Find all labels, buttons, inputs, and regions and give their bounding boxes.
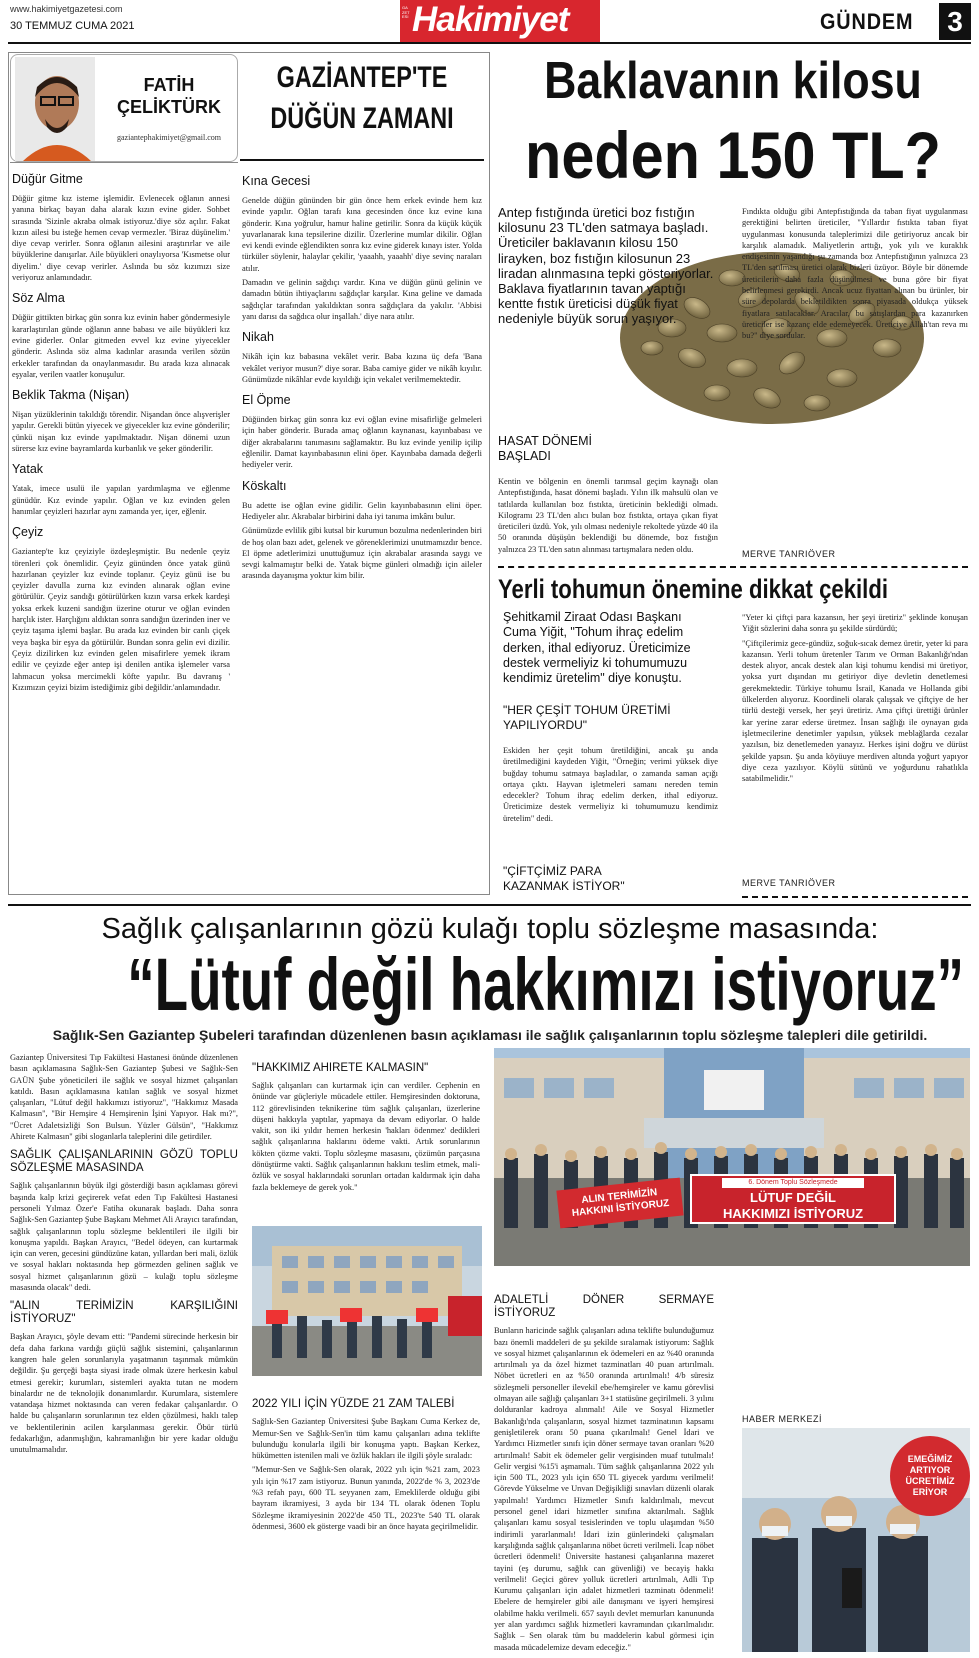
author-last-name: ÇELİKTÜRK xyxy=(117,97,221,117)
baklava-headline-line1: Baklavanın kilosu xyxy=(544,52,922,110)
page-number: 3 xyxy=(939,3,971,40)
baklava-headline-line2: neden 150 TL? xyxy=(525,118,941,192)
protest-photo-drawing xyxy=(494,1048,970,1266)
saglik-subheadline: Sağlık-Sen Gaziantep Şubeleri tarafından düzenlenen basın açıklaması ile sağlık çalışanlarının toplu sözleşme talepleri dile getirildi. xyxy=(52,1027,928,1043)
tohum-text-1 xyxy=(503,745,718,855)
column-title-line2: DÜĞÜN ZAMANI xyxy=(270,102,454,135)
para-ceyiz: Gaziantep'te kız çeyiziyle özdeşleşmiştir. Bu nedenle çeyiz törenleri çok önemlidir. Çeyiz gününden önce yatak günü hazırlanan çeyizler kız evinde toplanır. Çeyiz günü ise bu çeyizler davulla zurna kız evinden alınarak oğlan evine götürülür. Çeyiz sandığı götürülürken kızın varsa erkek kardeşi yoksa erkek kuzeni sandığın üzerine oturur ve oğlan evinden harçlık ister. Harçlığını aldıktan sonra sandığın üzerinden iner ve çeyiz taşıma işlemi başlar. Bu arada kız evinden bir canlı çiçek veya başka bir eşya da götürülür. Bundan sonra gelin evi dizilir. Çeyiz dizilirken kız evinden gelen misafirlere yemek ikram edilir ve çeyizde eğer antep işi denilen antika işlemeler varsa lahmacun yoksa mercimekli köfte yapılır. Bu davranış ' Kızımızın çeyizi bizim istediğimiz gibi değildir.'anlamındadır. xyxy=(12,547,230,692)
author-first-name: FATİH xyxy=(143,75,195,95)
para-dugur: Düğür gitme kız isteme işlemidir. Evlenecek oğlanın annesi yanına birkaç bayan daha alarak kızın evine gider. Sohbet sırasında 'Sizinle akraba olmak istiyoruz.'diye söz açılır. Fakat kızın ailesi bu isteğe hemen cevap vermezler. 'Biraz düşünelim.' diye cevap verirler. Sonra oğlanın ailesini araştırırlar ve aile büyüklerine danışırlar. Aile büyükleri onaylıyorsa 'Kısmetse olur diyelim.' diye cevap verirler. Aslında bu söz kızımızı size veriyoruz anlamındadır. xyxy=(12,194,230,283)
tohum-headline: Yerli tohumun önemine dikkat çekildi xyxy=(498,574,889,604)
baklava-text-1 xyxy=(498,476,718,562)
logo-side: GAZETESİ xyxy=(402,5,410,19)
banner-alin-terimizin: ALIN TERİMİZİN HAKKINI İSTİYORUZ xyxy=(556,1178,683,1229)
subhead-opme: El Öpme xyxy=(242,393,291,408)
subhead-beklik: Beklik Takma (Nişan) xyxy=(12,388,130,403)
baklava-para-2: Fındıkta olduğu gibi Antepfıstığında da taban fiyat uygulanması gerektiğini belirten üreticiler, "Yıllardır fıstıkta taban fiyat uygulanması konusunda taleplerimizi dile getiriyoruz ancak bir karşılık alamadık. Maliyetlerin arttığı, yok yılı ve kuraklık endişesinin yaşandığı şu zamanda boz Antepfıstığının yalnızca 23 TL'den satılması üretici olarak bizleri üzüyor. Böyle bir dönemde üreticilerin daha fazla düşünülmesi ve buna göre bir fiyat belirlenmesi gerekirdi. Ancak ucuz fiyattan alınan bu ürünler, bir süre depolarda bekletildikten sonra piyasada oldukça yüksek fiyatlara satılacaklar. Aracılar, bu satışlardan para kazanırken üreticiler ise kazanç elde edemeyecek. Üreticiye Allah'tan reva mı bu?" diye sordular. xyxy=(742,207,968,341)
saglik-para-3: Başkan Arayıcı, şöyle devam etti: "Pandemi sürecinde herkesin bir defa daha farkına vardığı güçlü sağlık sistemini, çalışanlarının kangren hale gelen sorunlarıyla yaşatmanın taşınmak mümkün değildir. Şu gerçeği başta siyasi irade olmak üzere herkesin kabul etmesi gerekir; kurumları, sistemleri ayakta tutan ne modern binalardır ne de teknolojik donanımlardır. Kurumlara, sistemlere vatandaşa hizmet noktasında can veren fedakar çalışanlardır. O halde bu çalışanların sorunlarının tez elden çözülmesi, haklı talep ve beklentilerinin acilen karşılanması gerekir. Öbür türlü fedakarlığın, adanmışlığın, kahramanlığın bir yere kadar olduğu unutulmamalıdır. xyxy=(10,1332,238,1455)
tohum-para-2: "Yeter ki çiftçi para kazansın, her şeyi üretiriz" şeklinde konuşan Yiğit sözlerini daha sonra şu şekilde sürdürdü; xyxy=(742,613,968,634)
tohum-text-2 xyxy=(742,612,968,874)
banner-lutuf-top: 6. Dönem Toplu Sözleşmede xyxy=(722,1178,864,1188)
saglik-subhead-1: SAĞLIK ÇALIŞANLARININ GÖZÜ TOPLU SÖZLEŞME MASASINDA xyxy=(10,1149,238,1175)
para-kina-2: Damadın ve gelinin sağdıçı vardır. Kına ve düğün günü gelinin ve damadın bütün ihtiyaçlarını sağdıçlar karşılar. Kına geline ve damada sağdıçlar tarafından yakıldıktan sonra sağdıçlara da yakılır. 'Abbisi yanı darısı da sağdıca olur inşallah.' diye nara atılır. xyxy=(242,278,482,321)
baklava-para-1: Kentin ve bölgenin en önemli tarımsal geçim kaynağı olan Antepfıstığında, hasat dönemi başladı. Yılın ilk mahsulü olan ve tatlılarda kullanılan boz fıstıkta, üreticinin beklediği olmadı. Kilogramı 23 TL'den alıcı bulan boz fıstıkta, ortaya çıkan fiyat üreticileri üzdü. Yok, yılı olması nedeniyle rekoltede yüzde 40 ila 50 oranında düşüşün beklendiği bu dönemde, boz fıstığın yalnızca 23 TL'den satın alınması tartışmalara neden oldu. xyxy=(498,477,718,554)
subhead-soz: Söz Alma xyxy=(12,291,65,306)
speaker-photo xyxy=(742,1428,970,1652)
para-nikah: Nikâh için kız babasına vekâlet verir. Baba kızına üç defa 'Bana vekâlet veriyor musun?' diye sorar. Baba camiye gider ve nikâh kıyılır. Günümüzde nikâhlar evde kıyıldığı için vekalet verilmemektedir. xyxy=(242,352,482,384)
subhead-kina: Kına Gecesi xyxy=(242,174,311,188)
para-yatak: Yatak, imece usulü ile yapılan yardımlaşma ve eğlenme günüdür. Kız evinde yapılır. Oğlan ve kız evinden gelen hanımlar çeyizleri hazırlar aynı zamanda yer, içer, eğlenir. xyxy=(12,484,230,516)
author-card xyxy=(10,54,238,162)
baklava-text-2 xyxy=(742,206,968,536)
baklava-bottom-rule xyxy=(498,566,968,568)
column-text-col2 xyxy=(242,166,482,892)
saglik-headline: “Lütuf değil hakkımızı istiyoruz” xyxy=(127,943,964,1026)
fold-rule xyxy=(8,904,971,906)
saglik-para-1: Gaziantep Üniversitesi Tıp Fakültesi Hastanesi önünde düzenlenen basın açıklamasına Sağlık-Sen Gaziantep Şubesi ve Sağlık-Sen GAÜN Şube yöneticileri ile sağlık ve sosyal hizmet çalışanları katıldı. Basın açıklamasına katılan sağlık ve sosyal hizmet çalışanları, "Lütuf değil hakkımızı istiyoruz", "Hakkımız Masada Kalmasın", "Bir Hemşire 4 Hemşirenin İşini Yapıyor. Hak mı?", "Ücret Adaletsizliği Son Bulsun. Yüzler Gülsün", "Hakkımız Ahirete Kalmasın" gibi sloganlarla taleplerini dile getirdiler. xyxy=(10,1053,238,1142)
column-text-col1 xyxy=(12,164,230,892)
column-divider xyxy=(10,162,238,163)
para-kina: Genelde düğün gününden bir gün önce hem erkek evinde hem kız evinde yapılır. Oğlan tarafı kına gecesinden önce kız evine kına gönderir. Kına yoğrulur, hamur haline getirilir. Sonra da küçük küçük yuvarlanarak kına tepsilerine dizilir. Üzerlerine mumlar dikilir. Oğlan evi kendi evinde eğlendikten sonra kız evine giderek kınayı ister. Yolda türküler söylenir, halaylar çekilir, 'yaaahh, yaaahh' diye sevinç naraları atılır. xyxy=(242,196,482,273)
saglik-para-6-cont xyxy=(494,1276,714,1287)
saglik-text-col4 xyxy=(742,1278,970,1412)
subhead-koskalti: Köskaltı xyxy=(242,478,287,493)
para-soz: Düğür gittikten birkaç gün sonra kız evinin haber göndermesiyle kararlaştırılan günde oğlanın anne babası ve aile büyükleri kız evine giderler. Onlar gitmeden evvel kız evine yiyecekler gönderir. Aslında söz alma kadınlar arasında verilen sözün erkekler tarafından da onaylanmasıdır. Bu arada kıza alınacak eşyalar, verilen vaatler konuşulur. xyxy=(12,313,230,379)
subhead-nikah: Nikah xyxy=(242,330,274,345)
saglik-para-6: "Memur-Sen ve Sağlık-Sen olarak, 2022 yılı için %21 zam, 2023 yılı için %17 zam istiyoruz. Bunun yanında, 2022'de % 3, 2023'de %3 refah payı, 600 TL seyyanen zam, Emeklilerde olduğu gibi bayram ikramiyesi, 3 ayda bir 134 TL olarak ödenen Toplu Sözleşme ikramiyesinin 2022'de 450 TL, 2023'te 540 TL olarak ödenmesi, 3600 ek gösterge vaadi bir an önce hayata geçirilmelidir. xyxy=(252,1465,480,1531)
author-photo xyxy=(15,57,95,161)
baklava-byline: MERVE TANRIÖVER xyxy=(742,549,836,559)
saglik-subhead-2: "ALIN TERİMİZİN KARŞILIĞINI İSTİYORUZ" xyxy=(10,1300,238,1326)
subhead-dugur: Düğür Gitme xyxy=(12,172,83,186)
baklava-headline xyxy=(498,46,968,196)
saglik-subhead-3: "HAKKIMIZ AHİRETE KALMASIN" xyxy=(252,1062,429,1074)
tohum-para-1: Eskiden her çeşit tohum üretildiğini, ancak şu anda üretilmediğini kaydeden Yiğit, "Örneğin; verimi yüksek diye buğday tohumu satmaya başladılar, o zamanda saman açığı ortaya çıktı. Hayvan işletmeleri samanı nereden temin edecekler? Tohum ihraç edelim derken, ithal ediyoruz. Üreticimize destek vermeliyiz ki tohumumuzu kendimiz üretelim" dedi. xyxy=(503,746,718,823)
protest-photo-small xyxy=(252,1226,482,1376)
saglik-para-7: Bunların haricinde sağlık çalışanları adına teklifte bulunduğumuz bazı önemli maddeleri de şu şekilde sıralamak istiyorum: Sağlık ve sosyal hizmet çalışanlarının ek ödemeleri en az %40 oranında artırılmalı ya da özel hizmet tazminatları 40 puan artırılmalı. Nöbet ücretleri en az %50 oranında artırılmalı! 4/b süresiz sözleşmeli personeller ilevekil ebe/hemşireler ve kamu görevlisi olmayan aile sağlığı çalışanları 3+1 statüsüne geçirilmeli. 3 yılını dolduranlar kadroya alınmalı! Aile ve Sosyal Hizmetler Bakanlığı'nda çalışanların, sosyal hizmet tazminatının kapsamı genişletilerek oranı 50 puana çıkarılmalı! Genel İdari ve Yardımcı Hizmetler sınıfı için döner sermaye tavan oranları %20 artırılmalı! Sabit ek ödemeler gelir vergisinden muaf tutulmalı! Gelir vergisi %15'i aşmamalı. Tüm sağlık çalışanlarına 2022 yılı için 500 TL, 2023 yılı için 650 TL giyecek yardımı verilmeli! Görevde Yükselme ve Unvan Değişikliği sınavları düzenli olarak yapılmalı! Yardımcı Hizmetler Sınıfı kaldırılmalı, mevcut personel genel idari hizmetler sınıfına aktarılmalı. Sağlık çalışanları kamu sosyal tesislerinden ve toplu ulaşımdan %50 indirimli yararlanmalı! İdari izin günlerindeki çalışmaları karşılığında sağlık çalışanlarına nöbet ücreti verilmeli. İcap nöbet ücretleri ödenmeli! Üniversite hastanesi çalışanlarına mazeret tayini (eş durumu, sağlık can güvenliği) ve becayiş hakkı verilmeli! Geçici görev yolluk ücretleri artırılmalı, Adli Tıp Kurumu çalışanları için adalet hizmetleri tazminatı ödenmeli! Ebelere de hemşireler gibi aile danışmanı ve işyeri hemşiresi olabilme hakkı verilmeli. 657 sayılı devlet memurları kanununda yer alan yardımcı sağlık hizmetleri kavramından çıkarılmalıdır. Sağlık – Sen olarak tüm bu maddelerin kabul görmesi için masada mücadelemize devam edeceğiz." xyxy=(494,1326,714,1652)
saglik-byline: HABER MERKEZİ xyxy=(742,1414,823,1424)
author-email[interactable]: gaziantephakimiyet@gmail.com xyxy=(117,133,221,142)
banner-lutuf-text: LÜTUF DEĞİL HAKKIMIZI İSTİYORUZ xyxy=(722,1190,864,1221)
column-title xyxy=(240,57,484,161)
tohum-byline: MERVE TANRIÖVER xyxy=(742,878,836,888)
subhead-yatak: Yatak xyxy=(12,462,44,477)
saglik-subhead-5: ADALETLİ DÖNER SERMAYE İSTİYORUZ xyxy=(494,1294,714,1320)
saglik-para-5: Sağlık-Sen Gaziantep Üniversitesi Şube Başkanı Cuma Kerkez de, Memur-Sen ve Sağlık-Sen'in tüm kamu çalışanları adına teklifte bulunduğu konularla ilgili bir konuşma yaptı. Başkan Kerkez, hükümetten istenilen mali ve özlük hakları ile ilgili şöyle sıraladı: xyxy=(252,1417,480,1461)
tohum-para-3: "Çiftçilerimiz gece-gündüz, soğuk-sıcak demez üretir, yeter ki para kazansın. Yerli tohum üretenler Tarım ve Orman Bakanlığı'ndan destek alıyor, ancak destek alan kişi tohumu kendisi mi üretiyor, yoksa yurt dışından mı getiriyor diye devletin denetlemesi gerekmektedir. Türkiye tohumu İsrail, Kanada ve Hollanda gibi ülkelerden alıyoruz. Koordineli olarak çalışsak ve çiftçiye de her türlü desteği versek, her şeyi üretiriz. Ama çiftçi ürettiği ürünler kar yerine zarar ederse üretmez. İnsan sağlığı ile oynayan gıda işletmecilerine denetimler yapılsın, yüksek meblağlarda cezalar yazılsın, biz denetlemeden yanayız. Herkes işini doğru ve dürüst şekilde yapsın. Şu anda köyüuye merdiven altında yoğurt yapıyor diye ceza yazılıyor. Köylü sütünü ve yoğurdunu rahatlıkla satabilmelidir." xyxy=(742,638,968,784)
placard-emegimiz: EMEĞİMİZ ARTIYOR ÜCRETİMİZ ERİYOR xyxy=(890,1436,970,1516)
para-koskalti-2: Günümüzde evlilik gibi kutsal bir kurumun bozulma nedenlerinden biri de hoş olan bazı adet, gelenek ve göreneklerimizi unutmamızdır bence. El öpme adetlerimizi unuttuğumuz için akrabalar arasında saygı ve sevgi kalmamıştır belki de. Yatak biçme günleri olmadığı için aileler arasında dayanışma yoktur kim bilir. xyxy=(242,526,482,581)
saglik-subhead-4: 2022 YILI İÇİN YÜZDE 21 ZAM TALEBİ xyxy=(252,1398,455,1411)
tohum-subhead-2: "ÇİFTÇİMİZ PARA KAZANMAK İSTİYOR" xyxy=(503,864,625,893)
saglik-para-4-cont xyxy=(252,1380,480,1391)
saglik-text-col2 xyxy=(252,1062,480,1218)
masthead-logo xyxy=(400,0,600,42)
saglik-text-col3 xyxy=(494,1276,714,1652)
saglik-para-7-cont xyxy=(742,1278,970,1289)
saglik-kicker: Sağlık çalışanlarının gözü kulağı toplu sözleşme masasında: xyxy=(101,913,879,945)
para-beklik: Nişan yüzüklerinin takıldığı törendir. Nişandan önce alışverişler yapılır. Gerekli bütün yiyecek ve giyecekler kız evine gönderilir; çünkü nişan kız evinde yapılmaktadır. Nişan dönemi uzun sürerse kız evine bayramlarda kurbanlık ve şeker gönderilir. xyxy=(12,410,230,454)
logo-text: Hakimiyet xyxy=(412,0,569,39)
baklava-lead: Antep fıstığında üretici boz fıstığın kilosunu 23 TL'den satmaya başladı. Üreticiler baklavanın kilosu 150 lirayken, boz fıstığın kilosunun 23 liradan alınmasına tepki gösteriyorlar. Baklava fiyatlarının tavan yaptığı kentte fıstık üreticisi düşük fiyat nedeniyle büyük sorun yaşıyor. xyxy=(498,205,714,327)
section-name: GÜNDEM xyxy=(820,9,914,34)
protest-photo-large xyxy=(494,1048,970,1266)
saglik-para-2: Sağlık çalışanlarının büyük ilgi gösterdiği basın açıklaması görevi başında kalp krizi geçirerek vefat eden Tıp Fakültesi Hastanesi personeli Yılmaz Özer'e Fatiha okunarak başladı. Daha sonra Sağlık-Sen Gaziantep Şube Başkanı Mehmet Ali Arayıcı tarafından, sağlık çalışanlarının toplu sözleşme beklentileri ile ilgili bir konuşma yapıldı. Başkan Arayıcı, "Bedel ödeyen, can kurtarmak için can veren, gecesini gündüzüne katan, yıllardan beri mali, özlük ve sosyal hakları noktasında hep görmezden gelinen sağlık ve sosyal hizmet çalışanlarının gözü – kulağı toplu sözleşme masasında olacak" dedi. xyxy=(10,1181,238,1293)
saglik-para-4: Sağlık çalışanları can kurtarmak için can verdiler. Cephenin en önünde var güçleriyle mücadele ettiler. Hemşiresinden doktoruna, 112 görevlisinden teknikerine tüm sağlık çalışanları, üzerlerine düşeni hakkıyla yaptılar, yapmaya da devam ediyorlar. O halde vakit, son iki yıldır hemen herkesin 'hakları ödenmez' dedikleri sağlık çalışanlarına haklarını ödeme vakti. Artık sorunlarının kökten çözme vakti. Toplu sözleşme masasını, çözümün parçasına dönüştürme vakti. Sağlık çalışanlarının hakkını teslim etmek, mali-özlük ve sosyal haklarındaki sorunları ortadan kaldırmak için daha fazla beklemeye de gerek yok." xyxy=(252,1081,480,1192)
issue-date: 30 TEMMUZ CUMA 2021 xyxy=(10,20,135,32)
saglik-text-col1 xyxy=(10,1052,238,1652)
banner-lutuf xyxy=(690,1174,896,1224)
site-url[interactable]: www.hakimiyetgazetesi.com xyxy=(10,4,123,14)
tohum-lead: Şehitkamil Ziraat Odası Başkanı Cuma Yiğit, "Tohum ihraç edelim derken, ithal ediyoruz. Üreticimize destek vermeliyiz ki tohumumuzu kendimiz üretelim" diye konuştu. xyxy=(503,610,691,686)
header-rule xyxy=(8,42,971,44)
baklava-subhead-hasat: HASAT DÖNEMİ BAŞLADI xyxy=(498,434,592,463)
tohum-bottom-rule xyxy=(742,896,968,898)
subhead-ceyiz: Çeyiz xyxy=(12,525,44,540)
column-title-line1: GAZİANTEP'TE xyxy=(276,61,448,94)
para-koskalti: Bu adette ise oğlan evine gidilir. Gelin kayınbabasının elini öper. Hediyeler alır. Akrabalar birbirini daha iyi tanıma imkânı bulur. xyxy=(242,500,482,521)
tohum-subhead-1: "HER ÇEŞİT TOHUM ÜRETİMİ YAPILIYORDU" xyxy=(503,703,671,732)
saglik-text-col2b xyxy=(252,1380,480,1652)
para-opme: Düğünden birkaç gün sonra kız evi oğlan evine misafirliğe gelmeleri için haber gönderir. Burada amaç oğlanın kaynanası, kayınbabası ve diğer akrabalarını tanımasını sağlamaktır. Bu kız evinde yenilip içilip eğlenilir. Damat kayınbabasının elini öper. Kayınbaba damada değerli hediyeler verir. xyxy=(242,415,482,470)
